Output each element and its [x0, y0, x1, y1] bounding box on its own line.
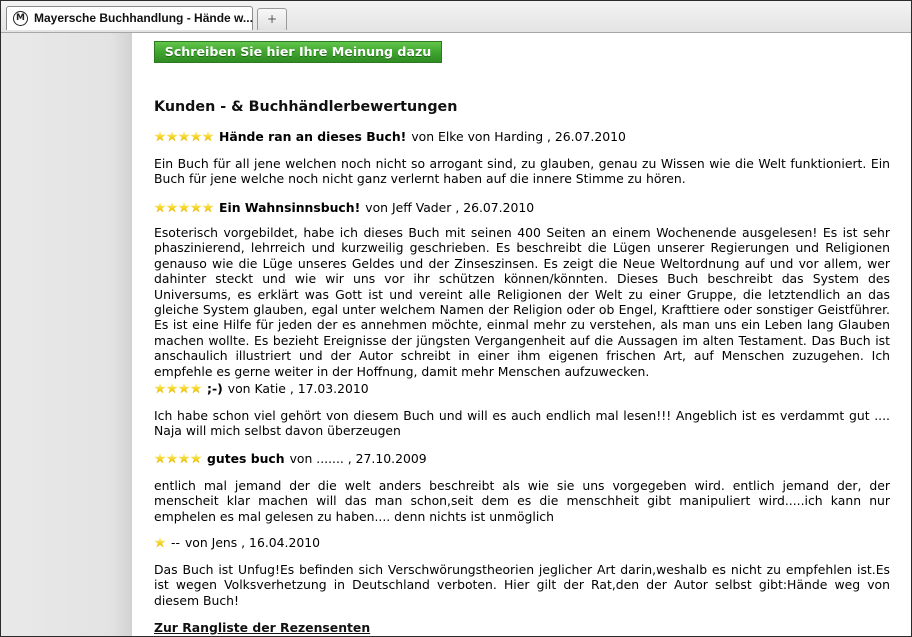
plus-icon: + — [266, 12, 278, 26]
review-body: Ich habe schon viel gehört von diesem Buch und will es auch endlich mal lesen!!! Angeblich ist es verdammt gut .... Naja will mich selbst davon überzeugen — [154, 408, 890, 439]
review-body: entlich mal jemand der die welt anders beschreibt als wie sie uns vorgegeben wird. entlich jemand der, der menscheit klar machen will das man schon,seit dem es die menschheit gibt manipuliert wird.....ich kann nur emphelen es mal gelesen zu haben.... denn nichts ist unmöglich — [154, 478, 890, 524]
star-icon — [154, 131, 166, 143]
reviewer-ranking-link[interactable]: Zur Rangliste der Rezensenten — [154, 620, 371, 635]
star-rating — [154, 383, 202, 395]
review-byline: von Jeff Vader , 26.07.2010 — [365, 200, 535, 215]
review-body: Das Buch ist Unfug!Es befinden sich Verschwörungstheorien jeglicher Art darin,weshalb es nicht zu empfehlen ist.Es ist wegen Volksverhetzung in Deutschland verboten. Hier gilt der Rat,den der Autor selbst gibt:Hände weg von diesem Buch! — [154, 562, 890, 608]
star-icon — [190, 453, 202, 465]
review-byline: von Elke von Harding , 26.07.2010 — [411, 129, 626, 144]
review-title: Hände ran an dieses Buch! — [219, 129, 407, 144]
star-icon — [202, 202, 214, 214]
review-header — [154, 535, 320, 550]
star-icon — [166, 131, 178, 143]
review-header — [154, 451, 427, 466]
star-icon — [178, 202, 190, 214]
page-content — [1, 33, 911, 636]
star-icon — [178, 383, 190, 395]
star-icon — [154, 202, 166, 214]
review-header — [154, 129, 626, 144]
star-rating — [154, 202, 214, 214]
star-icon — [178, 131, 190, 143]
star-icon — [154, 453, 166, 465]
review-body: Esoterisch vorgebildet, habe ich dieses Buch mit seinen 400 Seiten an einem Wochenende ausgelesen! Es ist sehr phaszinierend, lehrreich und kurzweilig geschrieben. Es beschreibt die Lügen unserer Regierungen und Religionen genauso wie die Lüge unseres Geldes und der Zinseszinsen. Es zeigt die Neue Weltordnung auf und vor allem, wer dahinter steckt und wie wir uns vor ihr schützen können/könnten. Dieses Buch beschreibt das System des Universums, es erklärt was Gott ist und vereint alle Religionen der Welt zu einer Gruppe, die letztendlich an das gleiche System glauben, egal unter welchem Namen der Religion oder ob Engel, Krafttiere oder sonstiger Geistführer. Es ist eine Hilfe für jeden der es annehmen möchte, einmal mehr zu verstehen, als man uns ein Leben lang Glauben machen wollte. Es bezieht Ereignisse der jüngsten Vergangenheit auf die Aussagen im alten Testament. Das Buch ist anschaulich illustriert und der Autor schreibt in einer ihm eigenen frischen Art, auf Menschen zuzugehen. Ich empfehle es gerne weiter in der Hoffnung, damit mehr Menschen aufzuwecken. — [154, 225, 890, 379]
review-title: Ein Wahnsinnsbuch! — [219, 200, 361, 215]
review-title: ;-) — [207, 381, 223, 396]
review-header — [154, 200, 534, 215]
star-icon — [154, 383, 166, 395]
star-rating — [154, 537, 166, 549]
star-icon — [190, 131, 202, 143]
tab-mayersche[interactable] — [6, 6, 253, 30]
left-sidebar — [1, 33, 132, 636]
new-tab-button[interactable] — [257, 8, 287, 30]
review-header — [154, 381, 369, 396]
review-title: -- — [171, 535, 180, 550]
star-rating — [154, 131, 214, 143]
star-icon — [166, 383, 178, 395]
tab-bar — [1, 1, 911, 33]
review-title: gutes buch — [207, 451, 285, 466]
star-icon — [154, 537, 166, 549]
star-rating — [154, 453, 202, 465]
review-byline: von ....... , 27.10.2009 — [289, 451, 427, 466]
review-byline: von Katie , 17.03.2010 — [227, 381, 369, 396]
star-icon — [190, 202, 202, 214]
review-byline: von Jens , 16.04.2010 — [184, 535, 321, 550]
write-opinion-button[interactable]: Schreiben Sie hier Ihre Meinung dazu — [154, 41, 442, 63]
star-icon — [166, 202, 178, 214]
star-icon — [178, 453, 190, 465]
tab-title: Mayersche Buchhandlung - Hände w... — [34, 11, 253, 25]
star-icon — [190, 383, 202, 395]
star-icon — [202, 131, 214, 143]
mayersche-logo-icon: M — [13, 11, 28, 26]
reviews-heading: Kunden - & Buchhändlerbewertungen — [154, 99, 458, 115]
star-icon — [166, 453, 178, 465]
review-body: Ein Buch für all jene welchen noch nicht so arrogant sind, zu glauben, genau zu Wissen wie die Welt funktioniert. Ein Buch für jene welche noch nicht ganz verlernt haben auf die innere Stimme zu hören. — [154, 156, 890, 187]
